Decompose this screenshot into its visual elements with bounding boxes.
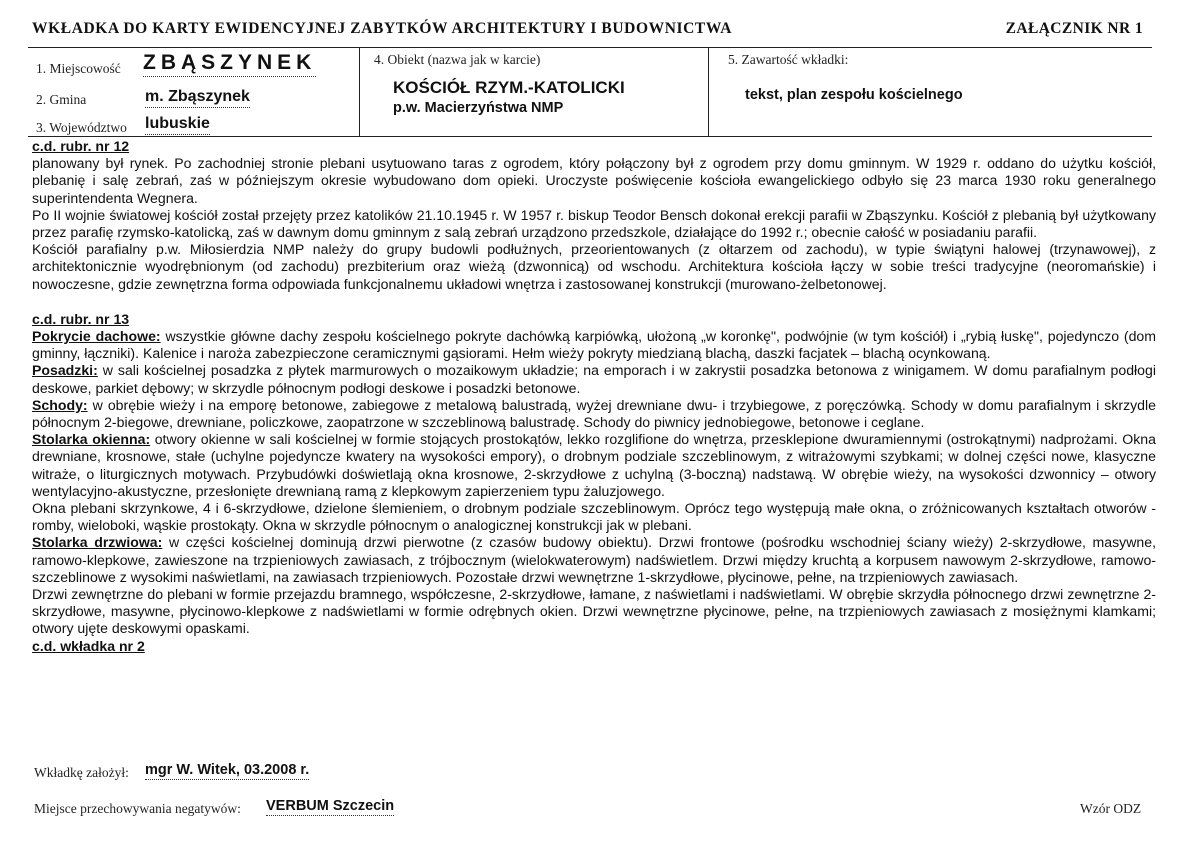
content-label: 5. Zawartość wkładki: — [728, 52, 849, 67]
windows-paragraph-2: Okna plebani skrzynkowe, 4 i 6-skrzydłowe, dzielone ślemieniem, o drobnym podziale szczeblinowym. Oprócz tego występują małe okna, o zróżnicowanych kształtach otworów - romby, wieloboki, wąskie prostokąty. Okna w skrzydle północnym o analogicznej konstrukcji jak w plebani. — [32, 500, 1156, 534]
doors-paragraph — [32, 534, 1156, 586]
box-divider-1 — [359, 47, 360, 137]
annex-number: ZAŁĄCZNIK NR 1 — [1005, 20, 1143, 37]
object-name: KOŚCIÓŁ RZYM.-KATOLICKI — [393, 78, 625, 97]
stairs-text: w obrębie wieży i na emporę betonowe, zabiegowe z metalową balustradą, wyżej drewniane dwu- i trzybiegowe, z poręczówką. Schody w domu parafialnym i skrzydle północnym 2-biegowe, drewniane, policzkowe, zaopatrzone w szczeblinową balustradę. Schody do piwnicy jednobiegowe, betonowe i ceglane. — [32, 396, 1156, 431]
town-label: 1. Miejscowość — [36, 61, 121, 76]
object-subtitle: p.w. Macierzyństwa NMP — [393, 100, 564, 116]
doors-heading: Stolarka drzwiowa: — [32, 534, 163, 551]
sheet-title: WKŁADKA DO KARTY EWIDENCYJNEJ ZABYTKÓW ARCHITEKTURY I BUDOWNICTWA — [32, 20, 733, 37]
windows-paragraph — [32, 431, 1156, 500]
continued-note: c.d. wkładka nr 2 — [32, 637, 145, 654]
content-value: tekst, plan zespołu kościelnego — [745, 87, 963, 103]
section-12-paragraph-3: Kościół parafialny p.w. Miłosierdzia NMP należy do grupy budowli podłużnych, przeorientowanych (z ołtarzem od zachodu), w typie świątyni halowej (trzynawowej), z architektonicznie wyodrębnionym (od zachodu) prezbiterium oraz wieżą (dzwonnicą) od wschodu. Architektura kościoła łączy w sobie treści tradycyjne (neoromańskie) i nowoczesne, gdzie zewnętrzna forma odpowiada funkcjonalnemu układowi wnętrza i zastosowanej konstrukcji (murowano-żelbetonowej. — [32, 241, 1156, 292]
negatives-label: Miejsce przechowywania negatywów: — [34, 801, 241, 816]
voivodeship-label: 3. Województwo — [36, 120, 127, 135]
author-value: mgr W. Witek, 03.2008 r. — [145, 762, 310, 778]
stairs-paragraph — [32, 397, 1156, 431]
description-body — [32, 138, 1156, 655]
author-label: Wkładkę założył: — [34, 765, 129, 780]
section-13-heading: c.d. rubr. nr 13 — [32, 310, 130, 327]
form-code: Wzór ODZ — [1080, 801, 1142, 816]
floors-text: w sali kościelnej posadzka z płytek marmurowych o mozaikowym układzie; na emporach i w zakrystii posadzka betonowa z winigamem. W domu parafialnym podłogi deskowe, parkiet dębowy; w skrzydle północnym podłogi deskowe i posadzki betonowe. — [32, 362, 1156, 396]
windows-text: otwory okienne w sali kościelnej w formie stojących prostokątów, lekko rozglifione do wnętrza, przesklepione dwuramiennymi (ostrokątnymi) nadprożami. Okna drewniane, krosnowe, stałe (uchylne pojedyncze kwatery na wysokości empory), o drobnym podziale szczeblinowym, z witrażowymi szybkami; w dolnej części nowe, klasyczne witraże, o liturgicznych motywach. Przybudówki doświetlają okna krosnowe, 2-skrzydłowe z uchylną (3-boczną) nadstawą. W obrębie wieży, na wysokości dzwonnicy – otwory wentylacyjno-akustyczne, przesłonięte drewnianą ramą z klepkowym zapierzeniem typu żaluzjowego. — [32, 431, 1156, 499]
negatives-value: VERBUM Szczecin — [266, 798, 395, 814]
commune-value: m. Zbąszynek — [145, 88, 250, 108]
roofing-heading: Pokrycie dachowe: — [32, 328, 161, 345]
stairs-heading: Schody: — [32, 396, 88, 413]
commune-label: 2. Gmina — [36, 92, 87, 107]
roofing-text: wszystkie główne dachy zespołu kościelnego pokryte dachówką karpiówką, ułożoną „w koronkę", podwójnie (w tym kościół) i „rybią łuskę", pojedynczo (dom gminny, łączniki). Kalenice i naroża zabezpieczone ceramicznymi gąsiorami. Hełm wieży pokryty miedzianą blachą, daszki facjatek – blachą ocynkowaną. — [32, 328, 1156, 362]
object-label: 4. Obiekt (nazwa jak w karcie) — [374, 52, 541, 67]
doors-paragraph-2: Drzwi zewnętrzne do plebani w formie przejazdu bramnego, współczesne, 2-skrzydłowe, łamane, z naświetlami i nadświetlami. W obrębie skrzydła północnego drzwi zewnętrzne 2-skrzydłowe, masywne, płycinowo-klepkowe z nadświetlami w formie odrębnych okien. Drzwi wewnętrzne płycinowe, pełne, na trzpieniowych zawiasach z mosiężnymi klamkami; otwory ujęte deskowymi opaskami. — [32, 586, 1156, 637]
doors-text: w części kościelnej dominują drzwi pierwotne (z czasów budowy obiektu). Drzwi frontowe (pośrodku wschodniej ściany wieży) 2-skrzydłowe, masywne, ramowo-klepkowe, zawieszone na trzpieniowych zawiasach, z trójbocznym (wielokwaterowym) nadświetlem. Drzwi między kruchtą a korpusem nawowym 2-skrzydłowe, ramowo-szczeblinowe z wysokimi naświetlami, na zawiasach trzpieniowych. Pozostałe drzwi wewnętrzne 1-skrzydłowe, płycinowe, pełne, na trzpieniowych zawiasach. — [32, 534, 1156, 585]
windows-heading: Stolarka okienna: — [32, 431, 151, 448]
voivodeship-value: lubuskie — [145, 115, 210, 135]
section-12-heading: c.d. rubr. nr 12 — [32, 138, 130, 154]
box-divider-2 — [708, 47, 709, 137]
floors-heading: Posadzki: — [32, 362, 98, 379]
roofing-paragraph — [32, 328, 1156, 362]
section-12-paragraph-1: planowany był rynek. Po zachodniej stronie plebani usytuowano taras z ogrodem, który połączony był z ogrodem przy domu gminnym. W 1929 r. oddano do użytku kościół, plebanię i salę zebrań, zaś w późniejszym okresie wybudowano dom opieki. Uroczyste poświęcenie kościoła ewangelickiego odbyło się 23 marca 1930 roku generalnego superintendenta Wegnera. — [32, 155, 1156, 206]
section-12-paragraph-2: Po II wojnie światowej kościół został przejęty przez katolików 21.10.1945 r. W 1957 r. biskup Teodor Bensch dokonał erekcji parafii w Zbąszynku. Kościół z plebanią był użytkowany przez parafię rzymsko-katolicką, zaś w dawnym domu gminnym z salą zebrań urządzono przedszkole, działające do 1992 r.; obecnie całość w posiadaniu parafii. — [32, 206, 1156, 241]
town-value: ZBĄSZYNEK — [143, 51, 316, 77]
floors-paragraph — [32, 362, 1156, 396]
